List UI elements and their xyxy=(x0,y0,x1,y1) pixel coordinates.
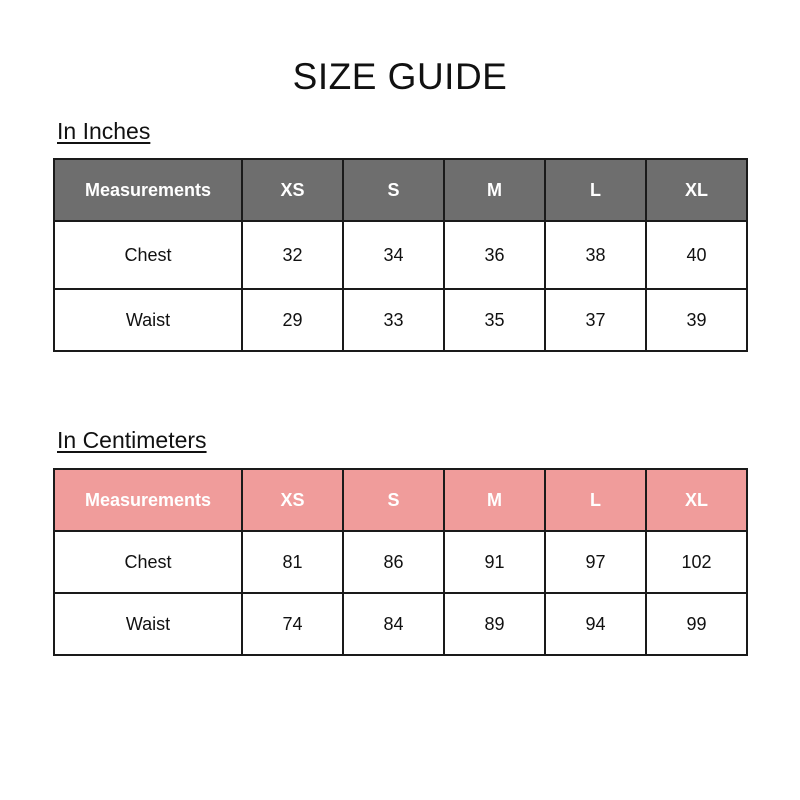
table-cell: 94 xyxy=(545,593,646,655)
table-cell: 32 xyxy=(242,221,343,289)
table-cell: 36 xyxy=(444,221,545,289)
header-cell: Measurements xyxy=(54,159,242,221)
header-cell: S xyxy=(343,469,444,531)
table-cell: 89 xyxy=(444,593,545,655)
row-label: Chest xyxy=(54,221,242,289)
table-row xyxy=(54,593,747,655)
table-cell: 29 xyxy=(242,289,343,351)
page-title: SIZE GUIDE xyxy=(292,56,508,97)
header-cell: M xyxy=(444,469,545,531)
table-cell: 97 xyxy=(545,531,646,593)
table-cell: 38 xyxy=(545,221,646,289)
table-header-row xyxy=(54,469,747,531)
table-cell: 91 xyxy=(444,531,545,593)
table-cell: 86 xyxy=(343,531,444,593)
table-cell: 33 xyxy=(343,289,444,351)
row-label: Waist xyxy=(54,593,242,655)
table-cell: 39 xyxy=(646,289,747,351)
row-label: Chest xyxy=(54,531,242,593)
table-cell: 35 xyxy=(444,289,545,351)
row-label: Waist xyxy=(54,289,242,351)
table-cell: 84 xyxy=(343,593,444,655)
size-table-inches xyxy=(53,158,748,352)
table-cell: 102 xyxy=(646,531,747,593)
table-cell: 99 xyxy=(646,593,747,655)
table-cell: 34 xyxy=(343,221,444,289)
table-row xyxy=(54,289,747,351)
header-cell: Measurements xyxy=(54,469,242,531)
header-cell: L xyxy=(545,159,646,221)
header-cell: XL xyxy=(646,469,747,531)
header-cell: S xyxy=(343,159,444,221)
header-cell: XS xyxy=(242,159,343,221)
table-cell: 37 xyxy=(545,289,646,351)
section-label-inches: In Inches xyxy=(57,118,151,144)
table-cell: 40 xyxy=(646,221,747,289)
table-cell: 74 xyxy=(242,593,343,655)
size-table-centimeters xyxy=(53,468,748,656)
table-row xyxy=(54,221,747,289)
header-cell: XL xyxy=(646,159,747,221)
header-cell: XS xyxy=(242,469,343,531)
table-header-row xyxy=(54,159,747,221)
header-cell: L xyxy=(545,469,646,531)
section-label-centimeters: In Centimeters xyxy=(57,427,207,453)
table-row xyxy=(54,531,747,593)
table-cell: 81 xyxy=(242,531,343,593)
header-cell: M xyxy=(444,159,545,221)
